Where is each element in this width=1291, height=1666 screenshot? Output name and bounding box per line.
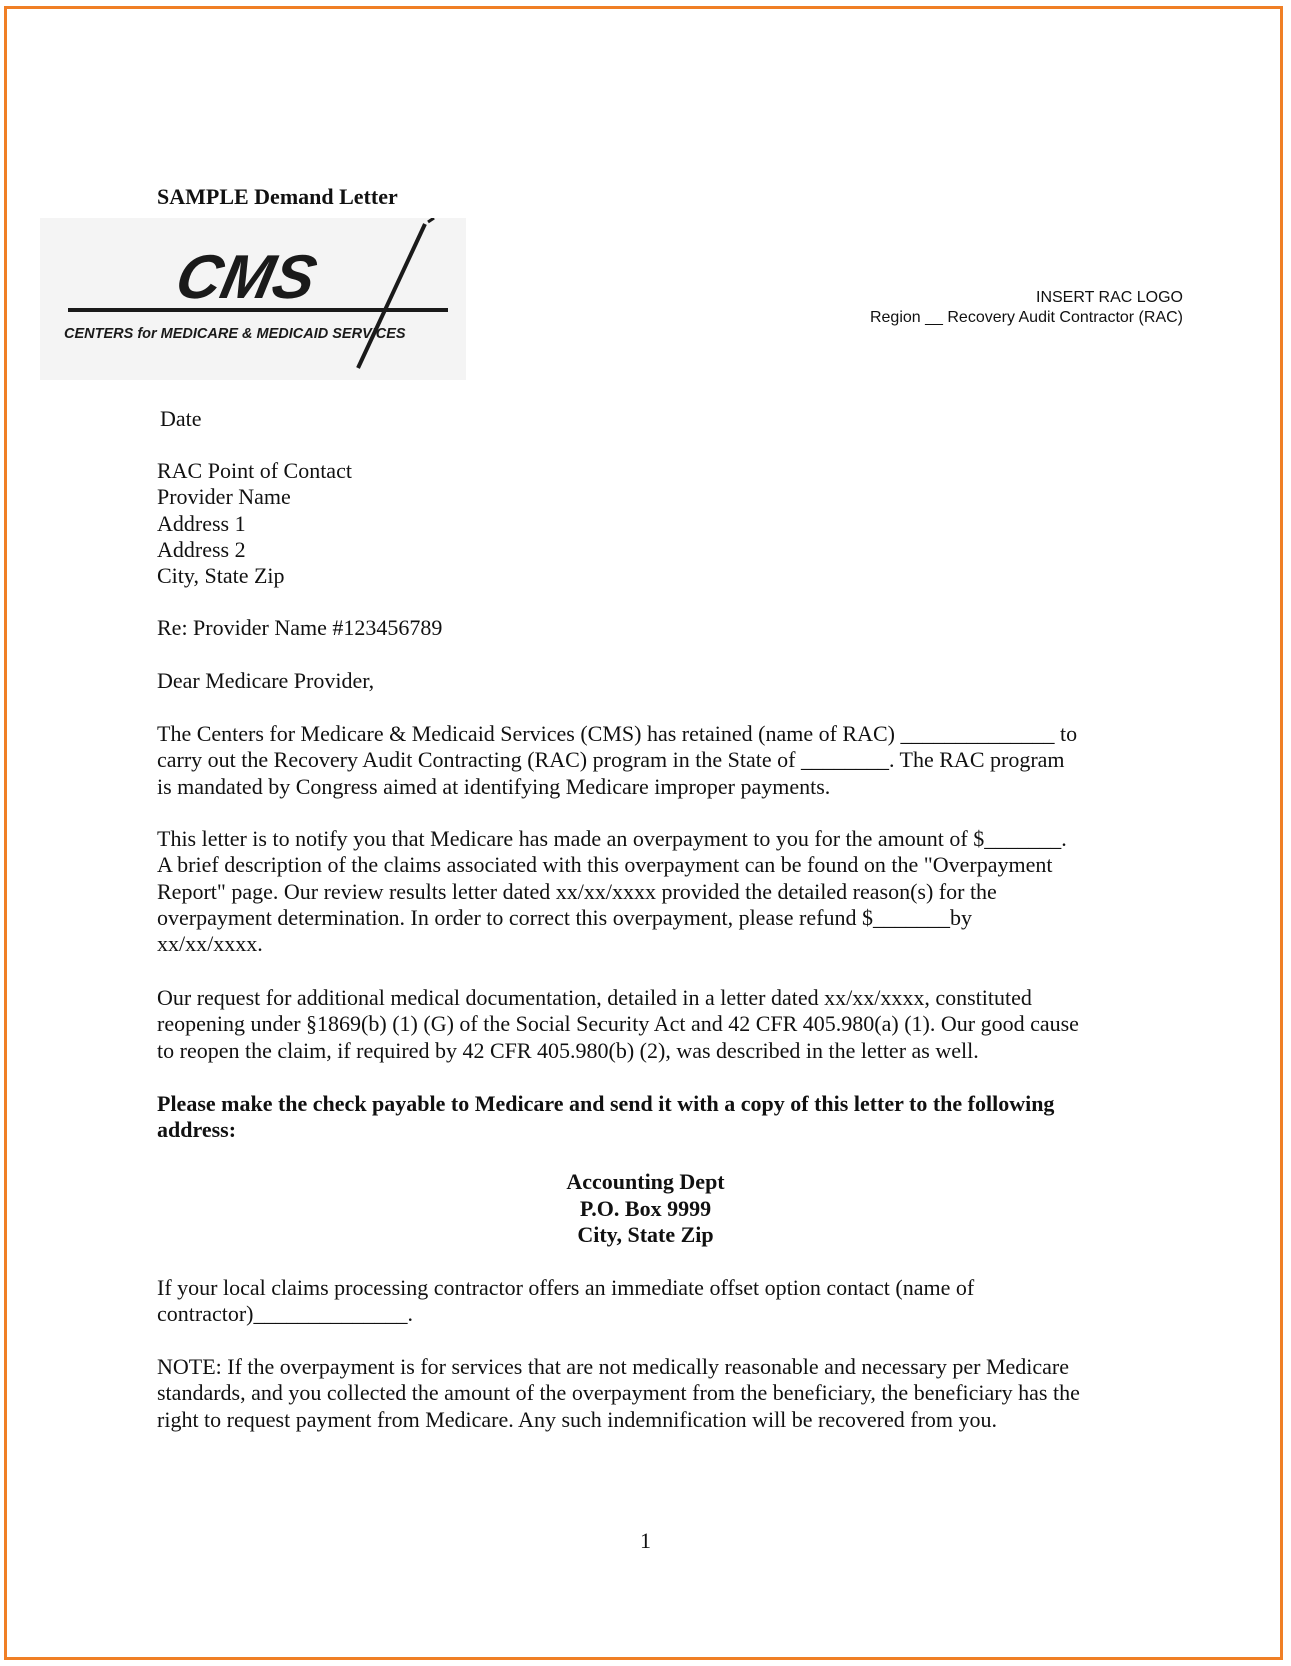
text-line: standards, and you collected the amount of the overpayment from the beneficiary, the beneficiary has the: [157, 1380, 1080, 1406]
text-line: This letter is to notify you that Medicare has made an overpayment to you for the amount of $_______.: [157, 826, 1067, 851]
page-number: 1: [640, 1528, 651, 1553]
text-line: reopening under §1869(b) (1) (G) of the Social Security Act and 42 CFR 405.980(a) (1). Our good cause: [157, 1011, 1079, 1037]
rac-region-line: Region __ Recovery Audit Contractor (RAC): [869, 309, 1183, 326]
paragraph-offset: [157, 1275, 974, 1328]
text-line: If your local claims processing contractor offers an immediate offset option contact (name of: [157, 1275, 975, 1300]
recipient-address: [157, 458, 352, 589]
recipient-line: Address 2: [157, 536, 246, 562]
text-line: The Centers for Medicare & Medicaid Services (CMS) has retained (name of RAC) ______________ to: [157, 721, 1078, 746]
note-paragraph: [157, 1354, 1080, 1433]
address-line: Accounting Dept: [566, 1169, 725, 1194]
salutation: Dear Medicare Provider,: [157, 668, 375, 693]
cms-logo-icon: [40, 218, 466, 380]
payment-instruction: [157, 1091, 1054, 1144]
recipient-line: Address 1: [157, 510, 246, 536]
address-line: P.O. Box 9999: [579, 1195, 712, 1221]
text-line: right to request payment from Medicare. Any such indemnification will be recovered from you.: [157, 1406, 998, 1432]
re-line: Re: Provider Name #123456789: [157, 615, 443, 640]
cms-wordmark: CMS: [170, 242, 323, 312]
date-label: Date: [160, 406, 202, 431]
address-line: City, State Zip: [577, 1222, 714, 1247]
text-line: to reopen the claim, if required by 42 CFR 405.980(b) (2), was described in the letter as well.: [157, 1037, 979, 1063]
paragraph-overpayment: [157, 826, 1067, 957]
recipient-line: City, State Zip: [157, 563, 285, 589]
rac-logo-placeholder: INSERT RAC LOGO: [1036, 289, 1183, 306]
document-heading: SAMPLE Demand Letter: [157, 184, 398, 209]
cms-tagline: CENTERS for MEDICARE & MEDICAID SERVICES: [64, 326, 406, 342]
text-line: A brief description of the claims associated with this overpayment can be found on the "Overpayment: [157, 852, 1053, 878]
text-line: Please make the check payable to Medicare and send it with a copy of this letter to the following: [157, 1091, 1055, 1116]
mailing-address: [0, 1169, 1291, 1249]
cms-logo: [40, 218, 466, 380]
text-line: address:: [157, 1117, 237, 1143]
text-line: NOTE: If the overpayment is for services that are not medically reasonable and necessary per Medicare: [157, 1354, 1070, 1379]
paragraph-retention: [157, 721, 1077, 800]
paragraph-reopening: [157, 985, 1079, 1064]
text-line: Our request for additional medical documentation, detailed in a letter dated xx/xx/xxxx, constituted: [157, 985, 1032, 1010]
text-line: is mandated by Congress aimed at identifying Medicare improper payments.: [157, 773, 831, 799]
text-line: overpayment determination. In order to correct this overpayment, please refund $_______by: [157, 904, 972, 930]
text-line: Report" page. Our review results letter dated xx/xx/xxxx provided the detailed reason(s) for the: [157, 878, 997, 904]
recipient-line: RAC Point of Contact: [157, 458, 352, 483]
recipient-line: Provider Name: [157, 484, 291, 510]
text-line: xx/xx/xxxx.: [157, 931, 263, 957]
text-line: contractor)______________.: [157, 1301, 413, 1327]
text-line: carry out the Recovery Audit Contracting (RAC) program in the State of ________. The RAC program: [157, 747, 1065, 773]
